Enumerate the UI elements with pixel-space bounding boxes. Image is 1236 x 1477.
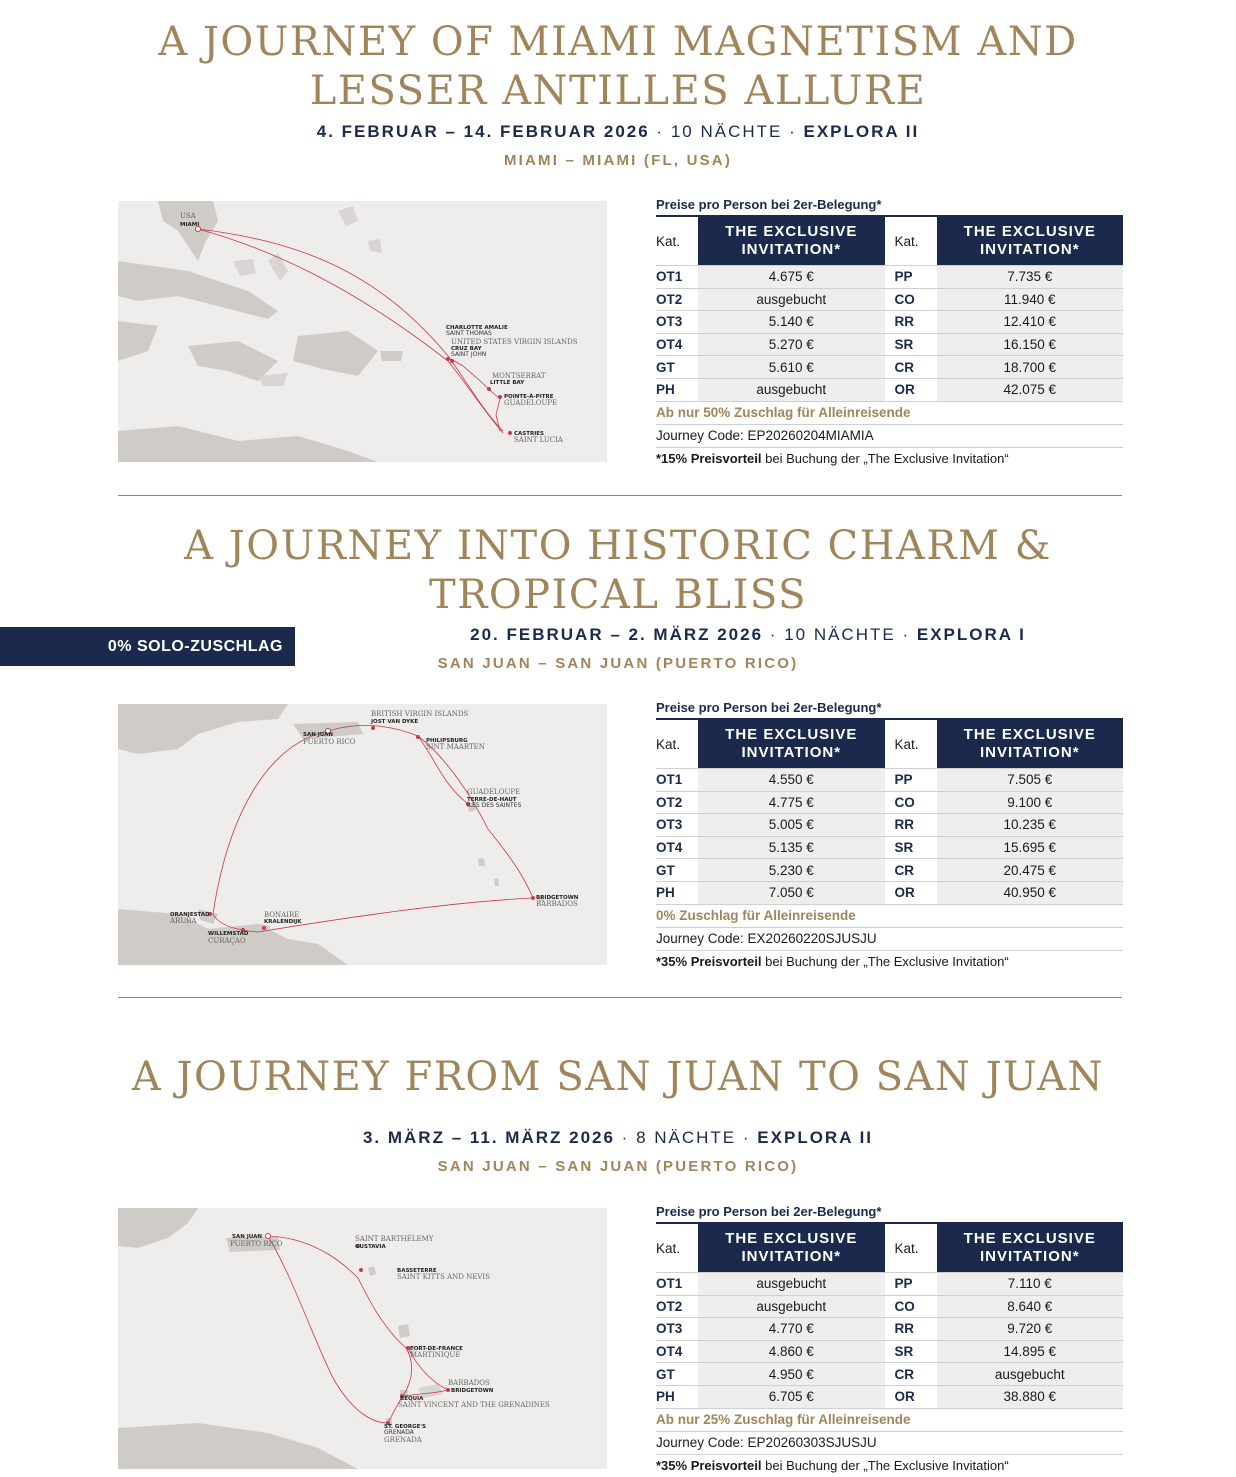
price-title: Preise pro Person bei 2er-Belegung* <box>656 1204 882 1219</box>
price-value: 7.735 € <box>937 266 1124 289</box>
exclusive-header <box>937 719 1124 769</box>
table-row <box>656 1340 1123 1363</box>
journey-1-map <box>118 201 607 462</box>
journey-1-price-panel <box>656 195 1123 470</box>
price-value: 42.075 € <box>937 378 1124 400</box>
price-value: 5.270 € <box>698 333 885 356</box>
price-table <box>656 215 1123 401</box>
price-value: ausgebucht <box>937 1363 1124 1386</box>
price-value: 20.475 € <box>937 859 1124 882</box>
price-value: 7.050 € <box>698 881 885 903</box>
solo-badge: 0% SOLO-ZUSCHLAG <box>0 627 295 666</box>
cabin-code: RR <box>885 814 937 837</box>
map-label-bvi: BRITISH VIRGIN ISLANDS <box>371 710 469 718</box>
cabin-code: RR <box>885 311 937 334</box>
map-label-little-bay: LITTLE BAY <box>490 380 525 386</box>
price-value: 16.150 € <box>937 333 1124 356</box>
map-label-bequia: BEQUIA <box>400 1396 424 1402</box>
journey-2-dates: 20. FEBRUAR – 2. MÄRZ 2026 <box>470 625 764 644</box>
cabin-code: SR <box>885 333 937 356</box>
cabin-code: SR <box>885 1340 937 1363</box>
exclusive-header <box>937 216 1124 266</box>
price-value: ausgebucht <box>698 288 885 311</box>
table-row <box>656 1273 1123 1296</box>
cabin-code: OT2 <box>656 1295 698 1318</box>
price-value: 6.705 € <box>698 1385 885 1407</box>
separator: · <box>621 1128 630 1147</box>
price-value: 5.230 € <box>698 859 885 882</box>
discount-note <box>656 1455 1123 1477</box>
cabin-code: PP <box>885 769 937 792</box>
section-divider <box>118 495 1122 496</box>
map-label-st-barth: SAINT BARTHÉLEMY <box>355 1235 434 1243</box>
map-label-miami: MIAMI <box>180 222 200 228</box>
table-row <box>656 769 1123 792</box>
map-label-philipsburg: PHILIPSBURG <box>426 738 468 744</box>
journey-2-title-line1: A JOURNEY INTO HISTORIC CHARM & <box>184 523 1052 569</box>
map-label-saint-thomas: SAINT THOMAS <box>446 330 492 337</box>
header-line1: THE EXCLUSIVE <box>963 1230 1096 1247</box>
cabin-code: CO <box>885 791 937 814</box>
journey-1-title-line2: LESSER ANTILLES ALLURE <box>309 68 927 114</box>
price-value: ausgebucht <box>698 378 885 400</box>
solo-surcharge-note: Ab nur 50% Zuschlag für Alleinreisende <box>656 401 1123 425</box>
map-label-puerto-rico: PUERTO RICO <box>230 1240 283 1248</box>
cabin-code: GT <box>656 356 698 379</box>
kat-header: Kat. <box>656 736 681 752</box>
map-label-guadeloupe: GUADELOUPE <box>504 399 558 407</box>
map-label-san-juan: SAN JUAN <box>303 732 333 738</box>
journey-2-price-panel <box>656 698 1123 973</box>
solo-surcharge-note: 0% Zuschlag für Alleinreisende <box>656 904 1123 928</box>
price-value: 14.895 € <box>937 1340 1124 1363</box>
exclusive-header <box>698 1223 885 1273</box>
cabin-code: OR <box>885 881 937 903</box>
map-label-castries: CASTRIES <box>514 431 545 437</box>
journey-3-price-panel <box>656 1202 1123 1477</box>
map-label-guadeloupe: GUADELOUPE <box>467 788 521 796</box>
header-line2: INVITATION* <box>979 1248 1080 1265</box>
discount-bold: *15% Preisvorteil <box>656 450 762 466</box>
table-row <box>656 288 1123 311</box>
map-label-fort: FORT-DE-FRANCE <box>410 1346 463 1352</box>
map-label-grenada-small: GRENADA <box>384 1429 414 1436</box>
table-row <box>656 1385 1123 1407</box>
map-label-kralendijk: KRALENDIJK <box>264 919 302 925</box>
map-label-basseterre: BASSETERRE <box>397 1268 437 1274</box>
journey-3-title: A JOURNEY FROM SAN JUAN TO SAN JUAN <box>131 1054 1105 1100</box>
table-row <box>656 311 1123 334</box>
map-label-curacao: CURAÇAO <box>208 937 246 945</box>
discount-bold: *35% Preisvorteil <box>656 953 762 969</box>
cabin-code: OT2 <box>656 791 698 814</box>
map-label-cruz-bay: CRUZ BAY <box>451 346 482 352</box>
cabin-code: OT1 <box>656 266 698 289</box>
journey-2-dates-line <box>130 625 1236 645</box>
map-label-barbados: BARBADOS <box>448 1379 490 1387</box>
table-row <box>656 814 1123 837</box>
journey-3-dates: 3. MÄRZ – 11. MÄRZ 2026 <box>362 1128 615 1147</box>
journey-2-map <box>118 704 607 965</box>
map-label-usa: USA <box>180 212 196 220</box>
journey-3-ship: EXPLORA II <box>757 1128 874 1147</box>
map-label-bridgetown: BRIDGETOWN <box>536 895 579 901</box>
cabin-code: GT <box>656 859 698 882</box>
price-value: 5.135 € <box>698 836 885 859</box>
journey-code: Journey Code: EP20260204MIAMIA <box>656 425 1123 448</box>
cabin-code: PH <box>656 1385 698 1407</box>
discount-bold: *35% Preisvorteil <box>656 1457 762 1473</box>
header-line2: INVITATION* <box>979 744 1080 761</box>
cabin-code: OT2 <box>656 288 698 311</box>
cabin-code: PP <box>885 266 937 289</box>
journey-3-dates-line <box>0 1128 1236 1148</box>
map-label-bonaire: BONAIRE <box>264 911 300 919</box>
kat-header: Kat. <box>894 233 919 249</box>
kat-header: Kat. <box>656 1240 681 1256</box>
separator: · <box>789 122 797 141</box>
exclusive-header <box>698 216 885 266</box>
cabin-code: OT3 <box>656 814 698 837</box>
journey-2-title-line2: TROPICAL BLISS <box>429 572 807 618</box>
separator: · <box>656 122 665 141</box>
kat-header: Kat. <box>894 736 919 752</box>
map-label-montserrat: MONTSERRAT <box>492 372 546 380</box>
table-row <box>656 881 1123 903</box>
price-value: 15.695 € <box>937 836 1124 859</box>
map-label-willemstad: WILLEMSTAD <box>208 931 249 937</box>
exclusive-header <box>937 1223 1124 1273</box>
price-value: 7.505 € <box>937 769 1124 792</box>
cabin-code: CO <box>885 1295 937 1318</box>
price-value: 5.610 € <box>698 356 885 379</box>
map-label-bridgetown: BRIDGETOWN <box>451 1388 494 1394</box>
price-value: 9.100 € <box>937 791 1124 814</box>
cabin-code: OT3 <box>656 311 698 334</box>
price-value: 11.940 € <box>937 288 1124 311</box>
map-label-puerto-rico: PUERTO RICO <box>303 738 356 746</box>
cabin-code: CR <box>885 859 937 882</box>
table-row <box>656 1295 1123 1318</box>
section-divider <box>118 997 1122 998</box>
table-row <box>656 791 1123 814</box>
cabin-code: PP <box>885 1273 937 1296</box>
separator: · <box>742 1128 751 1147</box>
kat-header: Kat. <box>894 1240 919 1256</box>
map-label-sint-maarten: SINT MAARTEN <box>426 743 485 751</box>
price-value: 8.640 € <box>937 1295 1124 1318</box>
price-value: 4.775 € <box>698 791 885 814</box>
table-row <box>656 859 1123 882</box>
header-line1: THE EXCLUSIVE <box>963 726 1096 743</box>
header-line1: THE EXCLUSIVE <box>963 223 1096 240</box>
price-value: 4.675 € <box>698 266 885 289</box>
cabin-code: OT3 <box>656 1318 698 1341</box>
price-value: 12.410 € <box>937 311 1124 334</box>
discount-note <box>656 951 1123 973</box>
separator: · <box>769 625 778 644</box>
price-table <box>656 718 1123 904</box>
kat-header: Kat. <box>656 233 681 249</box>
journey-3-route: SAN JUAN – SAN JUAN (PUERTO RICO) <box>437 1158 799 1175</box>
price-title: Preise pro Person bei 2er-Belegung* <box>656 700 882 715</box>
journey-2-route: SAN JUAN – SAN JUAN (PUERTO RICO) <box>437 655 799 672</box>
journey-3-map <box>118 1208 607 1469</box>
header-line1: THE EXCLUSIVE <box>725 726 858 743</box>
journey-code: Journey Code: EX20260220SJUSJU <box>656 928 1123 951</box>
cabin-code: CO <box>885 288 937 311</box>
header-line1: THE EXCLUSIVE <box>725 1230 858 1247</box>
price-value: 10.235 € <box>937 814 1124 837</box>
table-row <box>656 333 1123 356</box>
map-label-san-juan: SAN JUAN <box>232 1234 262 1240</box>
discount-rest: bei Buchung der „The Exclusive Invitation“ <box>761 1457 1009 1473</box>
map-label-st-georges: ST. GEORGE'S <box>384 1424 426 1430</box>
price-value: 38.880 € <box>937 1385 1124 1407</box>
map-label-saint-john: SAINT JOHN <box>451 351 487 358</box>
journey-1-dates: 4. FEBRUAR – 14. FEBRUAR 2026 <box>316 122 650 141</box>
price-value: 40.950 € <box>937 881 1124 903</box>
map-label-usvi: UNITED STATES VIRGIN ISLANDS <box>451 338 578 346</box>
price-table <box>656 1222 1123 1408</box>
map-label-terre: TERRE-DE-HAUT <box>467 797 517 803</box>
table-row <box>656 378 1123 400</box>
map-label-pointe: POINTE-À-PITRE <box>504 394 554 400</box>
journey-3-nights: 8 NÄCHTE <box>636 1128 737 1147</box>
table-row <box>656 356 1123 379</box>
cabin-code: SR <box>885 836 937 859</box>
journey-2-ship: EXPLORA I <box>916 625 1026 644</box>
journey-1-nights: 10 NÄCHTE <box>670 122 783 141</box>
price-value: 5.140 € <box>698 311 885 334</box>
price-value: ausgebucht <box>698 1273 885 1296</box>
exclusive-header <box>698 719 885 769</box>
journey-1-dates-line <box>0 122 1236 142</box>
header-line2: INVITATION* <box>741 1248 842 1265</box>
table-row <box>656 266 1123 289</box>
cabin-code: GT <box>656 1363 698 1386</box>
cabin-code: CR <box>885 356 937 379</box>
map-label-barbados: BARBADOS <box>536 900 578 908</box>
cabin-code: OT4 <box>656 1340 698 1363</box>
map-label-aruba: ARUBA <box>170 917 197 925</box>
cabin-code: PH <box>656 881 698 903</box>
discount-rest: bei Buchung der „The Exclusive Invitation“ <box>761 450 1009 466</box>
table-row <box>656 1363 1123 1386</box>
cabin-code: CR <box>885 1363 937 1386</box>
cabin-code: OT1 <box>656 1273 698 1296</box>
price-value: 4.770 € <box>698 1318 885 1341</box>
map-label-gustavia: GUSTAVIA <box>355 1244 386 1250</box>
header-line1: THE EXCLUSIVE <box>725 223 858 240</box>
table-row <box>656 836 1123 859</box>
price-value: 5.005 € <box>698 814 885 837</box>
price-value: 4.950 € <box>698 1363 885 1386</box>
journey-1-ship: EXPLORA II <box>803 122 920 141</box>
map-label-saint-lucia: SAINT LUCIA <box>514 436 563 444</box>
price-value: 4.860 € <box>698 1340 885 1363</box>
map-label-st-kitts: SAINT KITTS AND NEVIS <box>397 1273 490 1281</box>
journey-2-nights: 10 NÄCHTE <box>784 625 896 644</box>
journey-1-title-line1: A JOURNEY OF MIAMI MAGNETISM AND <box>158 19 1078 65</box>
header-line2: INVITATION* <box>741 744 842 761</box>
header-line2: INVITATION* <box>979 241 1080 258</box>
map-label-jost: JOST VAN DYKE <box>371 719 419 725</box>
discount-rest: bei Buchung der „The Exclusive Invitation“ <box>761 953 1009 969</box>
header-line2: INVITATION* <box>741 241 842 258</box>
cabin-code: OT4 <box>656 333 698 356</box>
price-value: 18.700 € <box>937 356 1124 379</box>
journey-code: Journey Code: EP20260303SJUSJU <box>656 1432 1123 1455</box>
price-title: Preise pro Person bei 2er-Belegung* <box>656 197 882 212</box>
map-label-martinique: MARTINIQUE <box>410 1351 461 1359</box>
map-label-oranjestad: ORANJESTAD <box>170 912 210 918</box>
cabin-code: OT1 <box>656 769 698 792</box>
discount-note <box>656 448 1123 470</box>
solo-surcharge-note: Ab nur 25% Zuschlag für Alleinreisende <box>656 1408 1123 1432</box>
cabin-code: OT4 <box>656 836 698 859</box>
cabin-code: RR <box>885 1318 937 1341</box>
cabin-code: OR <box>885 1385 937 1407</box>
map-label-charlotte: CHARLOTTE AMALIE <box>446 325 508 331</box>
map-label-saintes: ILES DES SAINTES <box>467 802 522 809</box>
map-label-svg: SAINT VINCENT AND THE GRENADINES <box>398 1401 550 1409</box>
price-value: 4.550 € <box>698 769 885 792</box>
map-label-grenada: GRENADA <box>384 1436 422 1444</box>
price-value: 7.110 € <box>937 1273 1124 1296</box>
price-value: 9.720 € <box>937 1318 1124 1341</box>
table-row <box>656 1318 1123 1341</box>
journey-1-route: MIAMI – MIAMI (FL, USA) <box>503 152 733 169</box>
price-value: ausgebucht <box>698 1295 885 1318</box>
cabin-code: PH <box>656 378 698 400</box>
cabin-code: OR <box>885 378 937 400</box>
separator: · <box>902 625 911 644</box>
